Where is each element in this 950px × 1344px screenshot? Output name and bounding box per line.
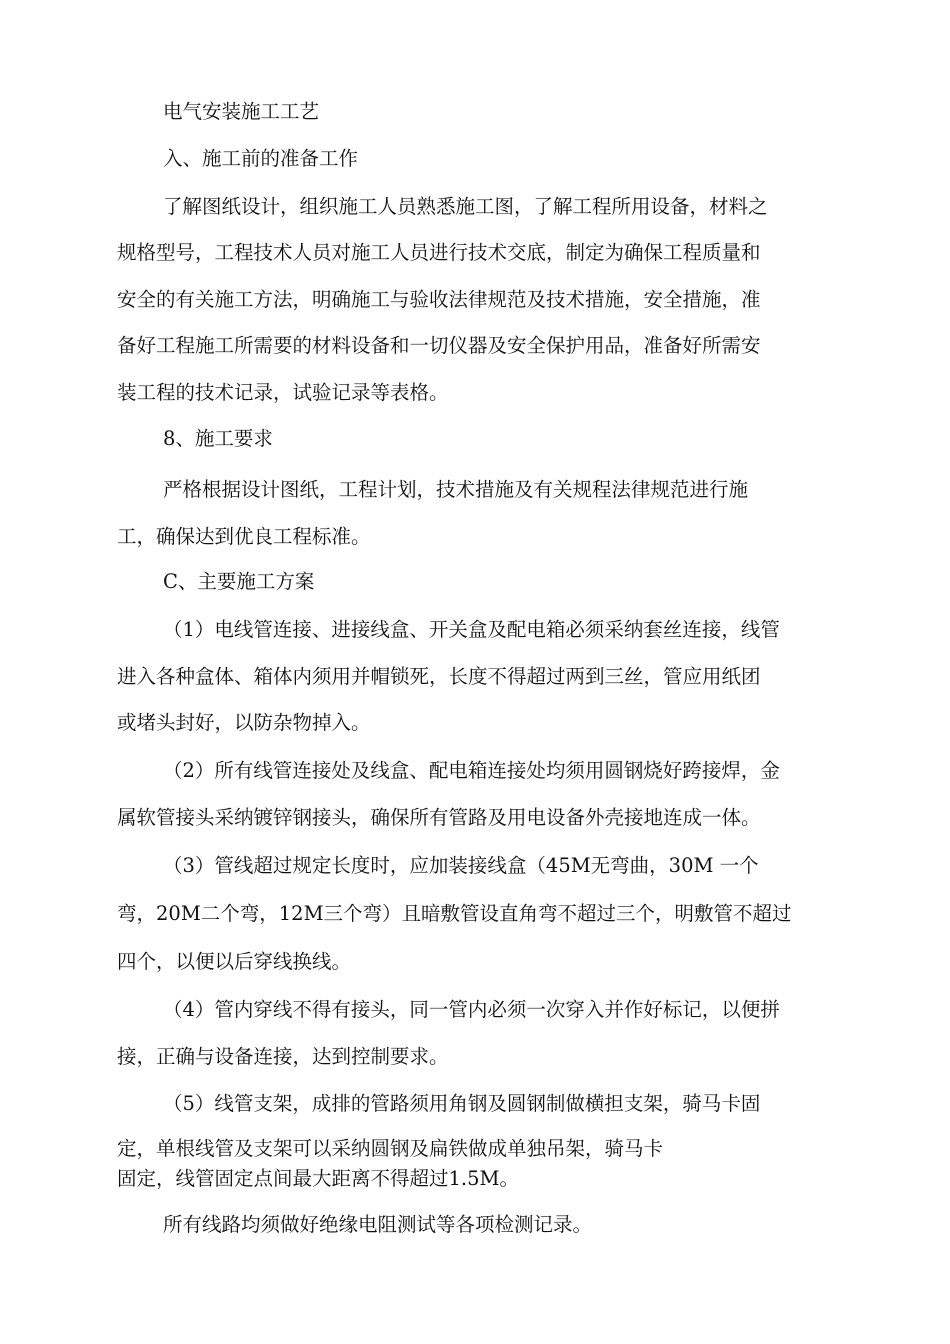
item-3-line: （3）管线超过规定长度时，应加装接线盒（45M无弯曲，30M 一个	[163, 854, 759, 877]
item-5-line: （5）线管支架，成排的管路须用角钢及圆钢制做横担支架，骑马卡固	[163, 1092, 761, 1115]
item-2-line: 属软管接头采纳镀锌钢接头，确保所有管路及用电设备外壳接地连成一体。	[117, 806, 761, 829]
section-b-line: 工，确保达到优良工程标准。	[117, 525, 371, 548]
section-b-heading: 8、施工要求	[163, 427, 273, 450]
item-4-line: （4）管内穿线不得有接头，同一管内必须一次穿入并作好标记，以便拼	[163, 998, 780, 1021]
item-1-line: （1）电线管连接、进接线盒、开关盒及配电箱必须采纳套丝连接，线管	[163, 618, 780, 641]
closing-line: 所有线路均须做好绝缘电阻测试等各项检测记录。	[163, 1213, 593, 1236]
item-5-line: 定，单根线管及支架可以采纳圆钢及扁铁做成单独吊架，骑马卡	[117, 1137, 664, 1160]
section-c-heading: C、主要施工方案	[163, 570, 315, 593]
section-a-line: 规格型号，工程技术人员对施工人员进行技术交底，制定为确保工程质量和	[117, 241, 761, 264]
section-b-line: 严格根据设计图纸，工程计划，技术措施及有关规程法律规范进行施	[163, 478, 749, 501]
section-a-line: 了解图纸设计，组织施工人员熟悉施工图，了解工程所用设备，材料之	[163, 195, 768, 218]
section-a-line: 安全的有关施工方法，明确施工与验收法律规范及技术措施，安全措施，准	[117, 288, 761, 311]
item-1-line: 或堵头封好，以防杂物掉入。	[117, 711, 371, 734]
item-5-line: 固定，线管固定点间最大距离不得超过1.5M。	[117, 1167, 519, 1190]
item-2-line: （2）所有线管连接处及线盒、配电箱连接处均须用圆钢烧好跨接焊，金	[163, 759, 780, 782]
item-1-line: 进入各种盒体、箱体内须用并帽锁死，长度不得超过两到三丝，管应用纸团	[117, 665, 761, 688]
section-a-line: 备好工程施工所需要的材料设备和一切仪器及安全保护用品，准备好所需安	[117, 334, 761, 357]
section-a-heading: 入、施工前的准备工作	[163, 147, 359, 170]
item-3-line: 四个，以便以后穿线换线。	[117, 950, 352, 973]
document-title: 电气安装施工工艺	[163, 100, 320, 123]
section-a-line: 装工程的技术记录，试验记录等表格。	[117, 381, 449, 404]
item-3-line: 弯，20M二个弯，12M三个弯）且暗敷管设直角弯不超过三个，明敷管不超过	[117, 902, 792, 925]
item-4-line: 接，正确与设备连接，达到控制要求。	[117, 1045, 449, 1068]
